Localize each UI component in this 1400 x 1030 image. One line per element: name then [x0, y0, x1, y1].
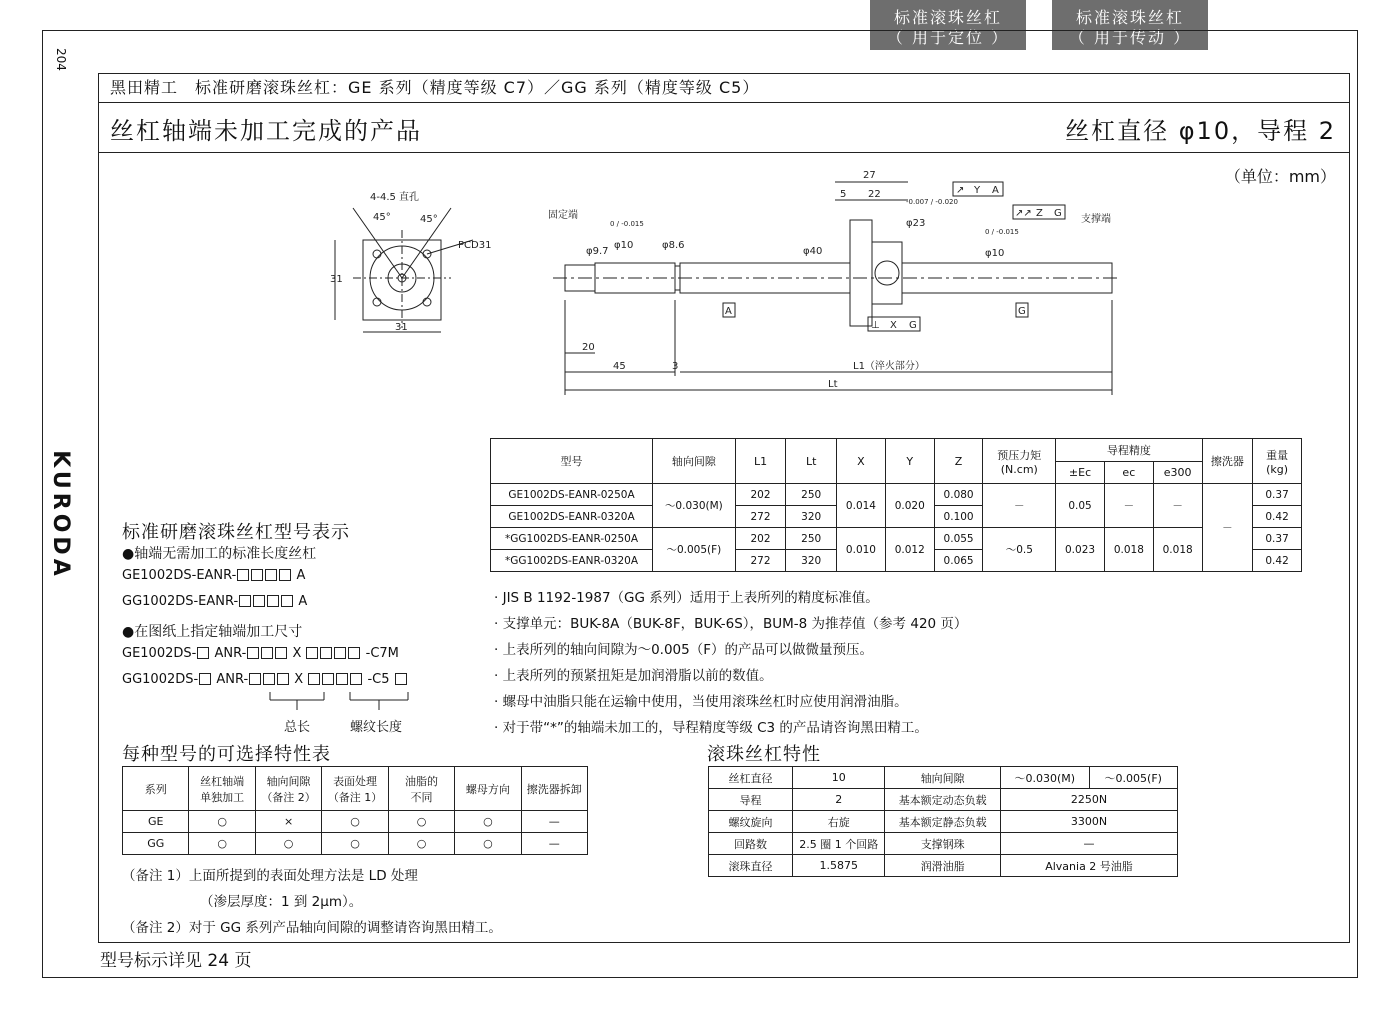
prop-label: 轴向间隙	[885, 767, 1001, 789]
cell-model: *GG1002DS-EANR-0250A	[491, 528, 653, 550]
cell-axial: ～0.030(M)	[653, 484, 736, 528]
options-title: 每种型号的可选择特性表	[122, 744, 331, 765]
options-cell: ×	[255, 811, 322, 833]
tab-positioning-line1: 标准滚珠丝杠	[893, 8, 1002, 27]
note-item: · 上表所列的轴向间隙为～0.005（F）的产品可以做微量预压。	[494, 642, 873, 658]
flange-pcd: PCD31	[458, 240, 492, 251]
model-designation-title: 标准研磨滚珠丝杠型号表示	[122, 522, 350, 543]
cell-ep: 0.05	[1056, 484, 1105, 528]
tab-transmission-line2: （ 用于传动 ）	[1068, 28, 1192, 47]
label-thread-length: 螺纹长度	[350, 720, 403, 735]
model-line2	[122, 594, 307, 609]
dim-d40: φ40	[803, 246, 823, 257]
cell-l1: 272	[735, 506, 786, 528]
table-row	[709, 767, 1178, 789]
prop-label: 滚珠直径	[709, 855, 793, 877]
options-cell: GE	[123, 811, 189, 833]
col-ep: ±Ec	[1056, 461, 1105, 484]
fixed-end-label: 固定端	[548, 210, 578, 221]
cell-z: 0.065	[934, 550, 983, 572]
tol-frame-x-datum: G	[909, 320, 917, 331]
model-sub1: ●轴端无需加工的标准长度丝杠	[122, 546, 317, 562]
options-header: 擦洗器拆卸	[521, 767, 587, 811]
options-cell: ○	[388, 811, 454, 833]
model-line3-mid: ANR-	[214, 646, 247, 661]
remark-1: （备注 1）上面所提到的表面处理方法是 LD 处理	[122, 868, 418, 884]
cell-ec: 0.018	[1104, 528, 1153, 572]
col-ec: ec	[1104, 461, 1153, 484]
table-row	[123, 811, 588, 833]
prop-label: 润滑油脂	[885, 855, 1001, 877]
dim-d97: φ9.7	[586, 246, 609, 257]
cell-l1: 272	[735, 550, 786, 572]
dim-3: 3	[672, 361, 679, 372]
options-cell: —	[521, 811, 587, 833]
flange-angle2: 45°	[420, 214, 438, 225]
cell-model: GE1002DS-EANR-0250A	[491, 484, 653, 506]
page-title: 丝杠轴端未加工完成的产品	[110, 117, 422, 145]
model-line4-mid: ANR-	[216, 672, 249, 687]
cell-l1: 202	[735, 528, 786, 550]
model-line2-suffix: A	[298, 594, 308, 609]
cell-y: 0.012	[885, 528, 934, 572]
prop-value: —	[1001, 833, 1178, 855]
model-line3-suffix: -C7M	[365, 646, 399, 661]
cell-x: 0.014	[837, 484, 886, 528]
prop-value: ～0.005(F)	[1089, 767, 1177, 789]
dim-45: 45	[613, 361, 626, 372]
dim-5: 5	[840, 189, 847, 200]
cell-e300: －	[1153, 484, 1202, 528]
page-number: 204	[54, 48, 68, 71]
datum-a: A	[725, 306, 732, 317]
cell-lt: 320	[786, 550, 837, 572]
model-line4-prefix: GG1002DS-	[122, 672, 199, 687]
prop-value: Alvania 2 号油脂	[1001, 855, 1178, 877]
tol-frame-y-value: Y	[974, 185, 981, 196]
cell-weight: 0.37	[1253, 528, 1302, 550]
datum-g: G	[1018, 306, 1026, 317]
tol-frame-y-symbol: ↗	[956, 185, 965, 196]
dim-27: 27	[863, 170, 876, 181]
spec-table	[490, 438, 1302, 572]
model-bracket-lines	[262, 690, 422, 714]
model-line3	[122, 646, 399, 661]
tab-transmission-line1: 标准滚珠丝杠	[1075, 8, 1184, 27]
prop-label: 螺纹旋向	[709, 811, 793, 833]
cell-axial: ～0.005(F)	[653, 528, 736, 572]
col-weight-label: 重量	[1266, 448, 1289, 462]
tol-frame-y-datum: A	[992, 185, 999, 196]
options-cell: ○	[455, 833, 521, 855]
cell-weight: 0.42	[1253, 550, 1302, 572]
prop-value: ～0.030(M)	[1001, 767, 1090, 789]
dim-d86: φ8.6	[662, 240, 685, 251]
options-table	[122, 766, 588, 855]
prop-label: 基本额定静态负载	[885, 811, 1001, 833]
options-cell: ○	[189, 833, 255, 855]
table-row	[709, 789, 1178, 811]
flange-height: 31	[330, 274, 343, 285]
model-line3-prefix: GE1002DS-	[122, 646, 197, 661]
prop-value: 10	[793, 767, 885, 789]
model-line4-suffix: -C5	[367, 672, 390, 687]
note-item: · 螺母中油脂只能在运输中使用，当使用滚珠丝杠时应使用润滑油脂。	[494, 694, 908, 710]
brand-logo: KURODA	[48, 450, 73, 580]
cell-z: 0.080	[934, 484, 983, 506]
cell-l1: 202	[735, 484, 786, 506]
options-header: 表面处理 （备注 1）	[322, 767, 389, 811]
cell-y: 0.020	[885, 484, 934, 528]
title-bar	[98, 103, 1350, 153]
unit-label: （单位：mm）	[1224, 167, 1336, 186]
note-item: · JIS B 1192-1987（GG 系列）适用于上表所列的精度标准值。	[494, 590, 879, 606]
bolt-hole	[373, 250, 381, 258]
prop-value: 1.5875	[793, 855, 885, 877]
remark-1-cont: （渗层厚度：1 到 2μm）。	[200, 894, 363, 910]
options-header: 系列	[123, 767, 189, 811]
col-preload-label: 预压力矩	[997, 448, 1042, 462]
prop-value: 2250N	[1001, 789, 1178, 811]
prop-label: 回路数	[709, 833, 793, 855]
series-line: 黑田精工 标准研磨滚珠丝杠：GE 系列（精度等级 C7）／GG 系列（精度等级 C5）	[98, 73, 1350, 103]
col-preload-unit: (N.cm)	[1000, 462, 1038, 476]
options-cell: ○	[255, 833, 322, 855]
prop-value: 2.5 圈 1 个回路	[793, 833, 885, 855]
cell-weight: 0.37	[1253, 484, 1302, 506]
dim-l1: L1（淬火部分）	[853, 361, 925, 372]
col-z: Z	[934, 439, 983, 484]
table-row	[709, 833, 1178, 855]
nut-body	[872, 242, 902, 304]
options-cell: ○	[388, 833, 454, 855]
model-line3-x: X	[292, 646, 302, 661]
tol-frame-z-symbol: ↗↗	[1015, 208, 1032, 219]
table-row	[709, 855, 1178, 877]
prop-value: 3300N	[1001, 811, 1178, 833]
note-item: · 对于带“*”的轴端未加工的，导程精度等级 C3 的产品请咨询黑田精工。	[494, 720, 928, 736]
table-row	[491, 484, 1302, 506]
prop-label: 丝杠直径	[709, 767, 793, 789]
cell-z: 0.055	[934, 528, 983, 550]
cell-model: GE1002DS-EANR-0320A	[491, 506, 653, 528]
dim-20: 20	[582, 342, 595, 353]
col-e300: e300	[1153, 461, 1202, 484]
options-cell: ○	[322, 833, 389, 855]
cell-lt: 250	[786, 528, 837, 550]
col-lt: Lt	[786, 439, 837, 484]
options-cell: GG	[123, 833, 189, 855]
cell-wiper: －	[1202, 484, 1253, 572]
table-header-row	[123, 767, 588, 811]
col-l1: L1	[735, 439, 786, 484]
options-header: 螺母方向	[455, 767, 521, 811]
model-line4-x: X	[294, 672, 304, 687]
dim-tol23: -0.007 / -0.020	[906, 198, 958, 206]
dim-tol10b: 0 / -0.015	[985, 228, 1019, 236]
cell-preload: ～0.5	[983, 528, 1056, 572]
dim-22: 22	[868, 189, 881, 200]
cell-weight: 0.42	[1253, 506, 1302, 528]
tab-positioning-line2: （ 用于定位 ）	[886, 28, 1010, 47]
dim-tol10a: 0 / -0.015	[610, 220, 644, 228]
options-cell: ○	[189, 811, 255, 833]
table-row	[491, 528, 1302, 550]
col-wiper: 擦洗器	[1202, 439, 1253, 484]
dim-d23: φ23	[906, 218, 926, 229]
cell-x: 0.010	[837, 528, 886, 572]
model-line1-prefix: GE1002DS-EANR-	[122, 568, 237, 583]
col-weight	[1253, 439, 1302, 484]
table-row	[709, 811, 1178, 833]
dim-d10b: φ10	[985, 248, 1005, 259]
footer-reference[interactable]: 型号标示详见 24 页	[100, 951, 252, 971]
prop-value: 右旋	[793, 811, 885, 833]
options-cell: ○	[455, 811, 521, 833]
col-y: Y	[885, 439, 934, 484]
model-line4	[122, 672, 408, 687]
dim-d10a: φ10	[614, 240, 634, 251]
flange-width: 31	[395, 322, 408, 333]
spec-title: 丝杠直径 φ10，导程 2	[1065, 117, 1336, 145]
cell-preload: －	[983, 484, 1056, 528]
model-line1-suffix: A	[296, 568, 306, 583]
flange-holes-label: 4-4.5 直孔	[370, 192, 420, 203]
col-axial: 轴向间隙	[653, 439, 736, 484]
col-x: X	[837, 439, 886, 484]
options-header: 油脂的 不同	[388, 767, 454, 811]
remark-2: （备注 2）对于 GG 系列产品轴向间隙的调整请咨询黑田精工。	[122, 920, 502, 936]
options-header: 丝杠轴端 单独加工	[189, 767, 255, 811]
model-sub2: ●在图纸上指定轴端加工尺寸	[122, 624, 303, 640]
tol-frame-z-value: Z	[1036, 208, 1043, 219]
label-total-length: 总长	[284, 720, 311, 735]
bolt-hole	[423, 298, 431, 306]
cell-ep: 0.023	[1056, 528, 1105, 572]
properties-title: 滚珠丝杠特性	[707, 744, 821, 765]
tol-frame-x-value: X	[890, 320, 897, 331]
dim-lt: Lt	[828, 379, 838, 390]
prop-value: 2	[793, 789, 885, 811]
note-item: · 上表所列的预紧扭矩是加润滑脂以前的数值。	[494, 668, 773, 684]
col-lead-accuracy: 导程精度	[1056, 439, 1202, 462]
tol-frame-x-symbol: ⊥	[871, 320, 880, 331]
options-header: 轴向间隙 （备注 2）	[255, 767, 322, 811]
cell-lt: 250	[786, 484, 837, 506]
model-line2-prefix: GG1002DS-EANR-	[122, 594, 239, 609]
tol-frame-z-datum: G	[1054, 208, 1062, 219]
cell-e300: 0.018	[1153, 528, 1202, 572]
prop-label: 支撑钢珠	[885, 833, 1001, 855]
cell-model: *GG1002DS-EANR-0320A	[491, 550, 653, 572]
technical-drawing	[98, 160, 1128, 400]
table-row	[123, 833, 588, 855]
cell-z: 0.100	[934, 506, 983, 528]
note-item: · 支撑单元：BUK-8A（BUK-8F，BUK-6S），BUM-8 为推荐值（参考 420 页）	[494, 616, 968, 632]
prop-label: 导程	[709, 789, 793, 811]
nut-flange	[850, 220, 872, 326]
cell-ec: －	[1104, 484, 1153, 528]
cell-lt: 320	[786, 506, 837, 528]
options-cell: ○	[322, 811, 389, 833]
options-cell: —	[521, 833, 587, 855]
flange-angle1: 45°	[373, 212, 391, 223]
bolt-hole	[373, 298, 381, 306]
col-preload	[983, 439, 1056, 484]
prop-label: 基本额定动态负载	[885, 789, 1001, 811]
properties-table	[708, 766, 1178, 877]
model-line1	[122, 568, 305, 583]
col-model: 型号	[491, 439, 653, 484]
support-end-label: 支撑端	[1081, 214, 1111, 225]
col-weight-unit: (kg)	[1266, 462, 1289, 476]
